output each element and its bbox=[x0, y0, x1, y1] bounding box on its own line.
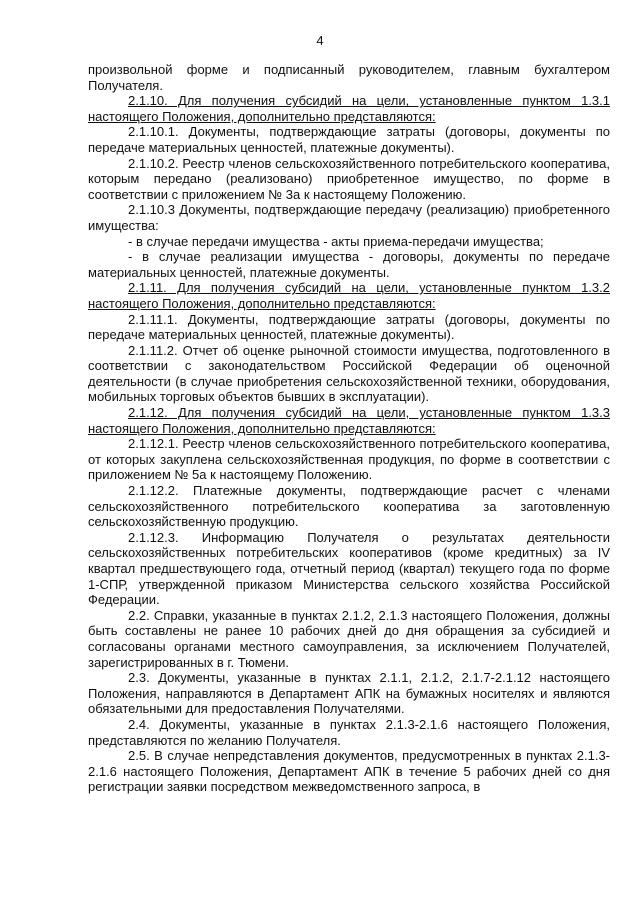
paragraph: 2.1.11.1. Документы, подтверждающие затраты (договоры, документы по передаче материальных ценностей, платежные документы). bbox=[88, 311, 610, 343]
paragraph: 2.1.12.3. Информацию Получателя о результатах деятельности сельскохозяйственных потребительских кооперативов (кроме кредитных) за IV квартал предшествующего года, отчетный период (квартал) текущего года по форме 1-СПР, утвержденной приказом Министерства сельского хозяйства Российской Федерации. bbox=[88, 529, 610, 608]
paragraph: 2.1.12.2. Платежные документы, подтверждающие расчет с членами сельскохозяйственного потребительского кооператива за заготовленную сельскохозяйственную продукцию. bbox=[88, 483, 610, 530]
paragraph: 2.2. Справки, указанные в пунктах 2.1.2, 2.1.3 настоящего Положения, должны быть составлены не ранее 10 рабочих дней до дня обращения за субсидией и согласованы органами местного самоуправления, за исключением Получателей, зарегистрированных в г. Тюмени. bbox=[88, 607, 610, 670]
paragraph: 2.3. Документы, указанные в пунктах 2.1.1, 2.1.2, 2.1.7-2.1.12 настоящего Положения, направляются в Департамент АПК на бумажных носителях и являются обязательными для предоставления Получателями. bbox=[88, 670, 610, 717]
paragraph: 2.1.10.1. Документы, подтверждающие затраты (договоры, документы по передаче материальных ценностей, платежные документы). bbox=[88, 124, 610, 155]
paragraph: произвольной форме и подписанный руководителем, главным бухгалтером Получателя. bbox=[88, 62, 610, 93]
paragraph: 2.1.10. Для получения субсидий на цели, установленные пунктом 1.3.1 настоящего Положения, дополнительно представляются: bbox=[88, 93, 610, 124]
paragraph: 2.5. В случае непредставления документов, предусмотренных в пунктах 2.1.3-2.1.6 настоящего Положения, Департамент АПК в течение 5 рабочих дней со дня регистрации заявки посредством межведомственного запроса, в bbox=[88, 748, 610, 795]
paragraph: 2.1.10.3 Документы, подтверждающие передачу (реализацию) приобретенного имущества: bbox=[88, 202, 610, 233]
paragraph: 2.1.12.1. Реестр членов сельскохозяйственного потребительского кооператива, от которых закуплена сельскохозяйственная продукция, по форме в соответствии с приложением № 5а к настоящему Положению. bbox=[88, 436, 610, 483]
paragraph: - в случае реализации имущества - договоры, документы по передаче материальных ценностей, платежные документы. bbox=[88, 249, 610, 280]
document-body bbox=[88, 62, 610, 795]
paragraph: 2.1.10.2. Реестр членов сельскохозяйственного потребительского кооператива, которым передано (реализовано) приобретенное имущество, по форме в соответствии с приложением № 3а к настоящему Положению. bbox=[88, 155, 610, 202]
paragraph: - в случае передачи имущества - акты приема-передачи имущества; bbox=[128, 233, 544, 249]
paragraph: 2.1.11. Для получения субсидий на цели, установленные пунктом 1.3.2 настоящего Положения, дополнительно представляются: bbox=[88, 280, 610, 311]
paragraph: 2.1.12. Для получения субсидий на цели, установленные пунктом 1.3.3 настоящего Положения, дополнительно представляются: bbox=[88, 405, 610, 436]
paragraph: 2.1.11.2. Отчет об оценке рыночной стоимости имущества, подготовленного в соответствии с законодательством Российской Федерации об оценочной деятельности (в случае приобретения сельскохозяйственной техники, оборудования, мобильных торговых объектов бывших в эксплуатации). bbox=[88, 342, 610, 405]
page-number: 4 bbox=[316, 33, 324, 48]
paragraph: 2.4. Документы, указанные в пунктах 2.1.3-2.1.6 настоящего Положения, представляются по желанию Получателя. bbox=[88, 716, 610, 748]
